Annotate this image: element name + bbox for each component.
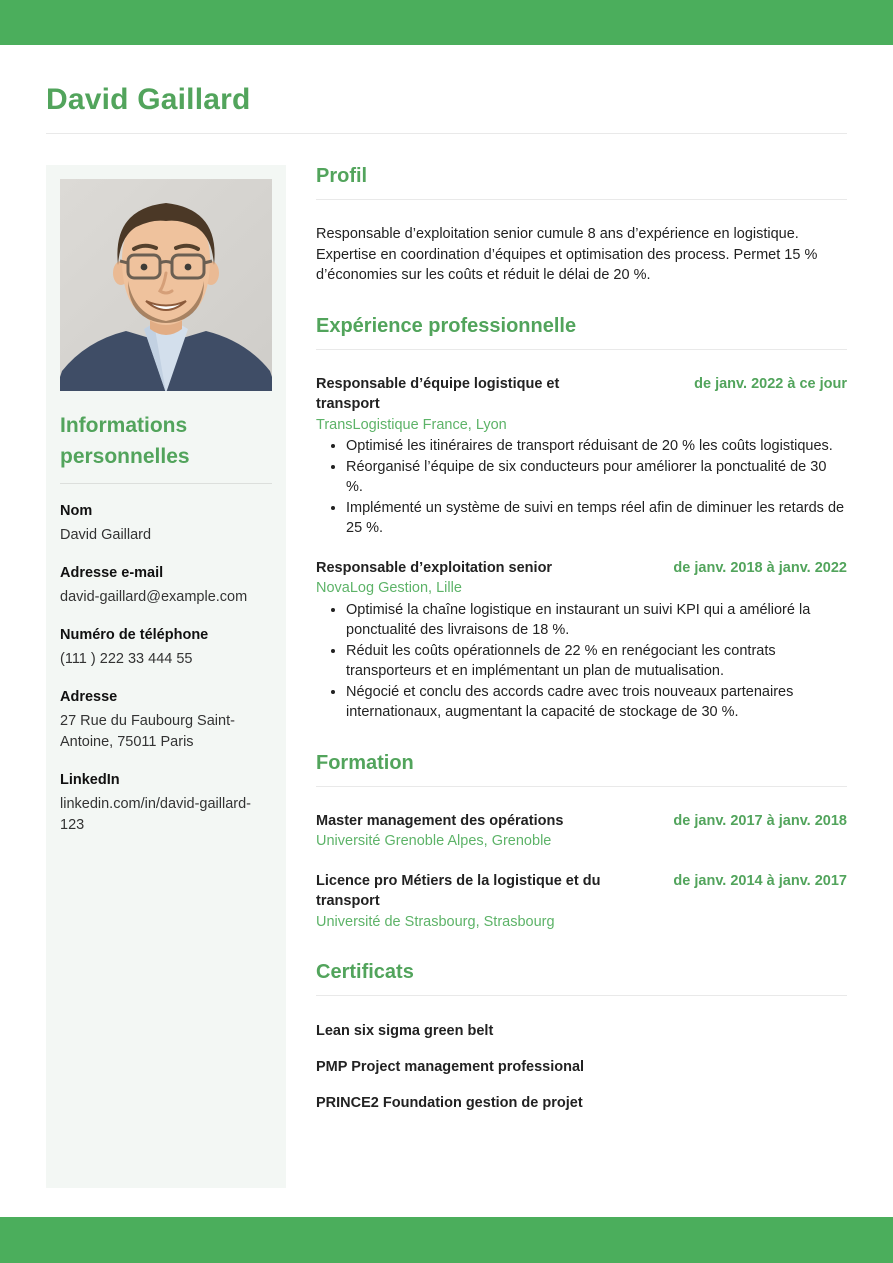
- school-name: Université Grenoble Alpes, Grenoble: [316, 833, 552, 849]
- job-bullet: • Implémenté un système de suivi en temps réel afin de diminuer les retards de 25 %.: [346, 498, 847, 539]
- section-formation: [316, 752, 847, 933]
- entry-head: [316, 811, 847, 832]
- divider: [316, 199, 847, 200]
- experience-entry: [316, 374, 847, 539]
- section-profil: [316, 165, 847, 286]
- job-bullet-list: [316, 436, 847, 539]
- field-value: (111 ) 222 33 444 55: [60, 651, 193, 667]
- resume-content: [0, 83, 893, 1188]
- entry-head: [316, 558, 847, 579]
- main-column: [316, 165, 847, 1188]
- field-telephone: [60, 625, 272, 670]
- divider: [316, 995, 847, 996]
- degree-date: de janv. 2014 à janv. 2017: [673, 872, 847, 889]
- section-title-experience: Expérience professionnelle: [316, 314, 577, 337]
- section-title-profil: Profil: [316, 165, 368, 187]
- job-company: TransLogistique France, Lyon: [316, 416, 507, 433]
- job-bullet: • Optimisé la chaîne logistique en instaurant un suivi KPI qui a amélioré la ponctualité des livraisons de 18 %.: [346, 600, 847, 641]
- divider: [316, 786, 847, 787]
- section-certificats: [316, 961, 847, 1114]
- field-label: Numéro de téléphone: [60, 627, 209, 643]
- field-label: Adresse e-mail: [60, 565, 164, 581]
- page-title: David Gaillard: [46, 83, 251, 116]
- entry-head: [316, 871, 847, 912]
- profile-summary: Responsable d’exploitation senior cumule 8 ans d’expérience en logistique. Expertise en coordination d’équipes et optimisation des process. Permet 15 % d’économies sur les coûts et réduit le délai de 20 %.: [316, 226, 818, 283]
- certificate-item: PMP Project management professional: [316, 1059, 585, 1075]
- divider: [60, 483, 272, 484]
- entry-head: [316, 374, 847, 415]
- section-title-certificats: Certificats: [316, 961, 414, 983]
- education-entry: [316, 871, 847, 933]
- field-linkedin: [60, 770, 272, 836]
- field-value: 27 Rue du Faubourg Saint-Antoine, 75011 Paris: [60, 713, 235, 750]
- top-accent-bar: [0, 0, 893, 45]
- job-bullet: • Optimisé les itinéraires de transport réduisant de 20 % les coûts logistiques.: [346, 436, 847, 457]
- field-label: Adresse: [60, 689, 118, 705]
- divider: [316, 349, 847, 350]
- job-bullet: • Réorganisé l’équipe de six conducteurs pour améliorer la ponctualité de 30 %.: [346, 457, 847, 498]
- certificate-item: Lean six sigma green belt: [316, 1023, 494, 1039]
- education-entry: [316, 811, 847, 852]
- degree-date: de janv. 2017 à janv. 2018: [673, 812, 847, 829]
- job-bullet: • Négocié et conclu des accords cadre avec trois nouveaux partenaires internationaux, augmentant la capacité de stockage de 30 %.: [346, 682, 847, 723]
- bottom-accent-bar: [0, 1217, 893, 1263]
- job-company: NovaLog Gestion, Lille: [316, 580, 462, 596]
- degree-title: Licence pro Métiers de la logistique et du transport: [316, 872, 601, 909]
- sidebar-title: Informations personnelles: [60, 414, 190, 468]
- field-value: david-gaillard@example.com: [60, 589, 248, 605]
- experience-entry: [316, 558, 847, 723]
- job-date: de janv. 2022 à ce jour: [694, 375, 847, 392]
- job-bullet-list: [316, 600, 847, 723]
- two-column-layout: [46, 165, 847, 1188]
- certificate-item: PRINCE2 Foundation gestion de projet: [316, 1095, 583, 1111]
- field-email: [60, 563, 272, 608]
- field-label: LinkedIn: [60, 772, 120, 788]
- field-value: linkedin.com/in/david-gaillard-123: [60, 796, 252, 833]
- divider: [46, 133, 847, 134]
- section-title-formation: Formation: [316, 751, 414, 774]
- profile-photo: [60, 179, 272, 391]
- field-adresse: [60, 687, 272, 753]
- school-name: Université de Strasbourg, Strasbourg: [316, 913, 555, 930]
- field-nom: [60, 501, 272, 546]
- job-title: Responsable d’exploitation senior: [316, 559, 553, 576]
- job-title: Responsable d’équipe logistique et transport: [316, 375, 560, 412]
- job-bullet: • Réduit les coûts opérationnels de 22 % en renégociant les contrats transporteurs et en implémentant un plan de mutualisation.: [346, 641, 847, 682]
- sidebar: [46, 165, 286, 1188]
- field-label: Nom: [60, 503, 93, 519]
- section-experience: [316, 315, 847, 723]
- job-date: de janv. 2018 à janv. 2022: [673, 559, 847, 576]
- degree-title: Master management des opérations: [316, 812, 564, 829]
- field-value: David Gaillard: [60, 527, 152, 543]
